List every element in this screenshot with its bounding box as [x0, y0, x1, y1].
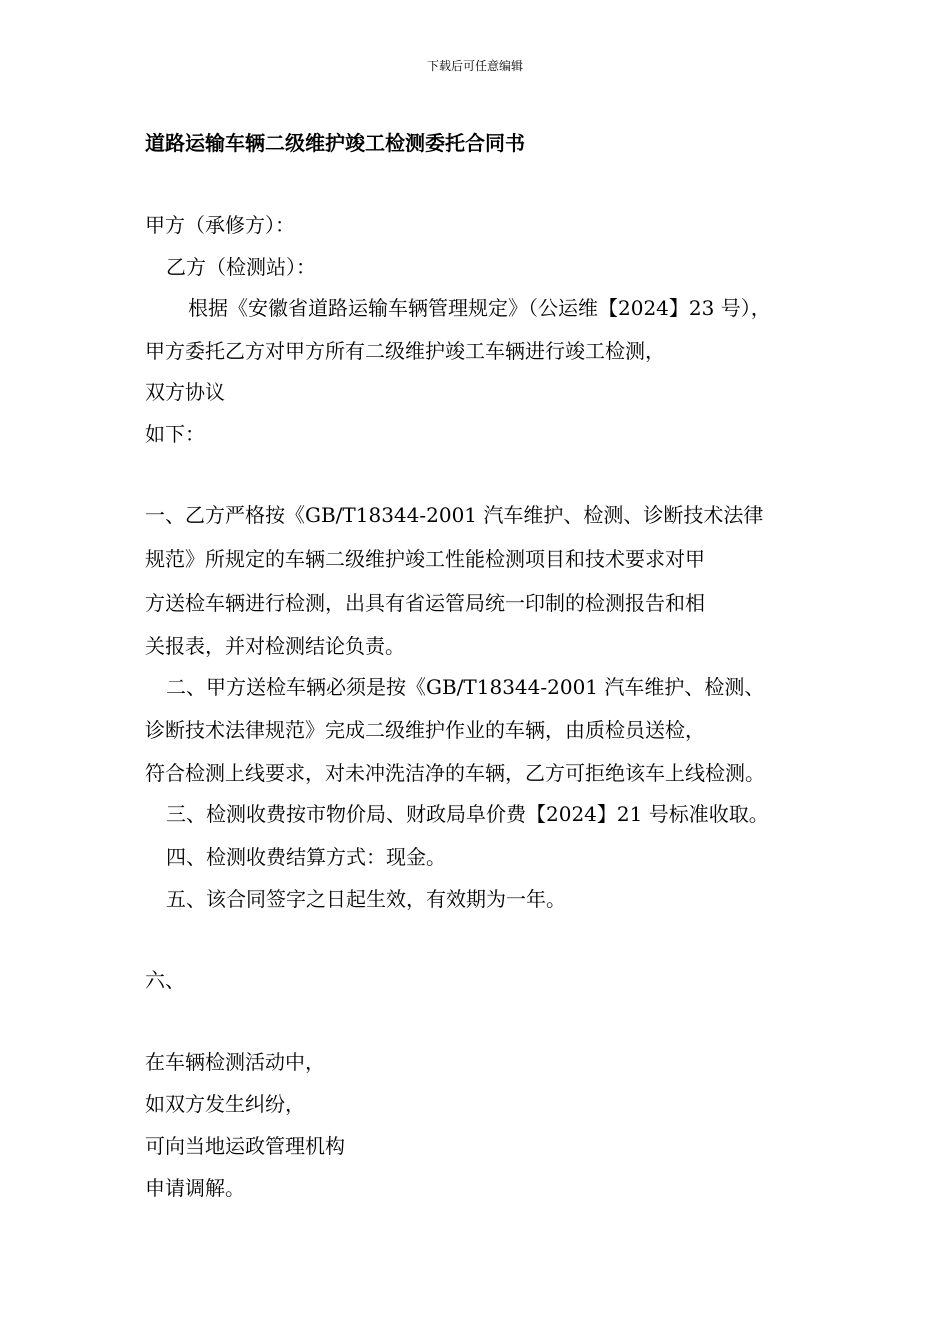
clause-4: 四、检测收费结算方式：现金。	[166, 845, 446, 869]
party-a-label: 甲方（承修方）：	[145, 213, 295, 237]
clause-1-line: 规范》所规定的车辆二级维护竣工性能检测项目和技术要求对甲	[145, 547, 705, 571]
clause-6-line: 如双方发生纠纷，	[145, 1092, 305, 1116]
clause-1-line: 关报表，并对检测结论负责。	[145, 634, 405, 658]
clause-5: 五、该合同签字之日起生效，有效期为一年。	[166, 887, 566, 911]
contract-title: 道路运输车辆二级维护竣工检测委托合同书	[145, 131, 525, 155]
clause-2-line: 二、甲方送检车辆必须是按《GB/T18344-2001 汽车维护、检测、	[166, 675, 765, 699]
clause-6-line: 申请调解。	[145, 1176, 245, 1200]
intro-line: 如下：	[145, 422, 205, 446]
party-b-label: 乙方（检测站）：	[166, 255, 316, 279]
clause-6-line: 可向当地运政管理机构	[145, 1134, 345, 1158]
intro-line: 根据《安徽省道路运输车辆管理规定》（公运维【2024】23 号），	[188, 296, 771, 320]
intro-line: 双方协议	[145, 380, 225, 404]
intro-line: 甲方委托乙方对甲方所有二级维护竣工车辆进行竣工检测，	[145, 339, 665, 363]
clause-2-line: 诊断技术法律规范》完成二级维护作业的车辆，由质检员送检，	[145, 718, 705, 742]
clause-3: 三、检测收费按市物价局、财政局阜价费【2024】21 号标准收取。	[166, 802, 769, 826]
download-note: 下载后可任意编辑	[426, 59, 523, 73]
clause-1-line: 一、乙方严格按《GB/T18344-2001 汽车维护、检测、诊断技术法律	[145, 503, 764, 527]
clause-2-line: 符合检测上线要求，对未冲洗洁净的车辆，乙方可拒绝该车上线检测。	[145, 761, 765, 785]
clause-1-line: 方送检车辆进行检测，出具有省运管局统一印制的检测报告和相	[145, 591, 705, 615]
clause-6-heading: 六、	[145, 968, 185, 992]
clause-6-line: 在车辆检测活动中，	[145, 1050, 325, 1074]
